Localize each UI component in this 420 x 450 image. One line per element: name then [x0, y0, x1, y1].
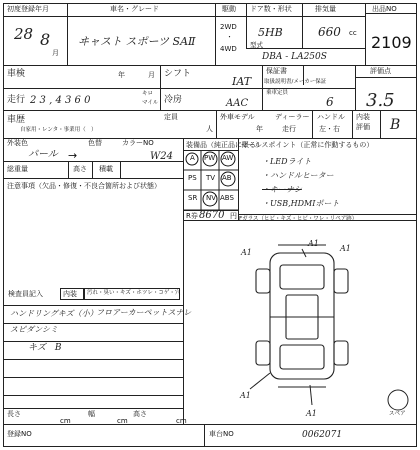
length-label: 長さ — [7, 410, 21, 418]
sales-point-3: ・キーナシ — [262, 185, 302, 194]
total-label: 総重量 — [7, 165, 28, 173]
interior-label: 内装 — [356, 113, 370, 121]
car-name: ヰャスト スポーツ SAⅡ — [78, 35, 196, 48]
shaken-year-unit: 年 — [118, 71, 125, 79]
chassis-value: 0062071 — [302, 430, 343, 440]
km-unit: キロ — [142, 91, 154, 97]
cc-unit: cc — [349, 29, 357, 37]
equip-pw: PW — [204, 154, 216, 162]
score-label: 評価点 — [370, 67, 391, 75]
equip-nv: NV — [206, 194, 217, 202]
exterior-model-label: 外車モデル — [220, 113, 255, 121]
shaken-label: 車検 — [7, 69, 26, 79]
recycle-label: R券 — [186, 212, 198, 220]
damage-mark-left-rear: A1 — [240, 391, 251, 400]
inspector-title: 検査員記入 — [8, 290, 43, 298]
height-cm: cm — [176, 417, 187, 425]
mile-unit: マイル — [142, 100, 159, 106]
cooling-label: 冷房 — [164, 95, 183, 105]
height-label: 高さ — [73, 165, 87, 173]
reg-no-label: 登録NO — [7, 430, 32, 438]
exterior-model-year-unit: 年 — [256, 125, 263, 133]
score-value: 3.5 — [366, 90, 395, 111]
height-label-2: 高さ — [133, 410, 147, 418]
first-reg-year: 28 — [14, 25, 34, 43]
equip-tv: TV — [206, 174, 216, 182]
equip-ab: AB — [222, 174, 232, 182]
sales-points-title: セールスポイント（正常に作動するもの） — [241, 141, 374, 149]
shift-label: シフト — [164, 69, 192, 79]
drive-2wd: 2WD — [220, 23, 237, 31]
length-cm: cm — [60, 417, 71, 425]
sheet-no-label: 出品NO — [372, 5, 397, 13]
cooling-value: AAC — [226, 98, 249, 109]
displacement-label: 排気量 — [315, 5, 336, 13]
exterior-color-label: 外装色 — [7, 139, 28, 147]
inspector-note-4: キズ B — [28, 343, 62, 353]
interior-sub: 評価 — [356, 123, 370, 131]
inspector-note-1: ハンドリングキズ（小） — [10, 309, 98, 318]
handle-label: ハンドル — [317, 113, 345, 121]
displacement-value: 660 — [318, 25, 341, 39]
glass-label: Fガラス（ヒビ・キズ・ヒビ・ワレ・リペア跡） — [239, 216, 358, 222]
spare-tire-icon — [386, 388, 410, 412]
drive-label: 駆動 — [222, 5, 236, 13]
mileage-value: 2 3 , 4 3 6 0 — [30, 95, 91, 106]
inspector-note-3: スピダンシミ — [10, 325, 58, 334]
drive-dot: ・ — [226, 33, 233, 41]
damage-mark-left-front: A1 — [241, 248, 252, 257]
shaken-month-unit: 月 — [148, 71, 155, 79]
color-no-label: カラーNO — [122, 139, 154, 147]
type-label: 型式 — [250, 41, 263, 49]
drive-4wd: 4WD — [220, 45, 237, 53]
inspector-interior-label: 内装 — [63, 290, 77, 298]
spare-label: スペア — [389, 411, 406, 417]
shift-value: IAT — [232, 75, 252, 88]
damage-mark-front: A1 — [308, 239, 319, 248]
dealer-run-label: 走行 — [282, 125, 296, 133]
sales-point-4: ・USB,HDMIポート — [262, 199, 340, 208]
history-label: 車歴 — [7, 115, 26, 125]
dealer-label: ディーラー — [275, 113, 310, 121]
door-shape: 5HB — [258, 26, 283, 39]
sheet-no: 2109 — [371, 33, 412, 52]
interior-grade: B — [390, 117, 401, 133]
seats-label: 乗車定員 — [266, 90, 289, 96]
equip-abs: ABS — [220, 194, 234, 202]
warranty-label: 保証書 — [266, 67, 287, 75]
first-reg-month: 8 — [40, 30, 51, 49]
equip-sr: SR — [188, 194, 198, 202]
inspector-note-2: フロアーカーペットスナレ — [96, 308, 192, 317]
recycle-value: 8670 — [199, 210, 225, 221]
load-label: 積載 — [99, 165, 113, 173]
recycle-unit: 円 — [230, 212, 237, 220]
first-reg-label: 初度登録年月 — [7, 5, 49, 13]
color-arrow: → — [68, 149, 78, 162]
width-label: 幅 — [88, 410, 95, 418]
person-unit: 人 — [206, 125, 213, 133]
damage-mark-right-front: A1 — [340, 244, 351, 253]
damage-mark-rear: A1 — [306, 409, 317, 418]
model-code: DBA - LA250S — [262, 52, 327, 62]
color-no-value: W24 — [150, 151, 174, 162]
handle-sub: 左・右 — [319, 125, 340, 133]
inspector-items: 汚れ・臭い・キズ・ホツレ・コゲ・穴 — [87, 290, 181, 296]
sales-point-2: ・ハンドルヒーター — [262, 171, 334, 180]
door-label: ドア数・形状 — [250, 5, 292, 13]
color-change-label: 色替 — [88, 139, 102, 147]
equipment-circle-marks — [183, 150, 239, 210]
equip-aw: AW — [222, 154, 234, 162]
notes-label: 注意事項（欠品・修復・不良合箇所および状態） — [7, 182, 161, 190]
equip-a: A — [190, 154, 195, 162]
name-grade-label: 車名・グレード — [110, 5, 159, 13]
equip-ps: PS — [188, 174, 197, 182]
capacity-label: 定員 — [164, 113, 178, 121]
width-cm: cm — [117, 417, 128, 425]
warranty-sub: 取扱説明書/メーカー保証 — [264, 79, 327, 85]
mileage-label: 走行 — [7, 95, 26, 105]
chassis-label: 車台NO — [209, 430, 234, 438]
sales-point-1: ・LEDライト — [262, 157, 312, 166]
exterior-color-value: パール — [28, 149, 58, 160]
equipment-title: 装備品（純正品に限る） — [186, 141, 263, 149]
month-unit: 月 — [52, 49, 59, 57]
history-sub: 自家用・レンタ・事業用（ ） — [20, 127, 97, 133]
seats-value: 6 — [326, 95, 334, 109]
